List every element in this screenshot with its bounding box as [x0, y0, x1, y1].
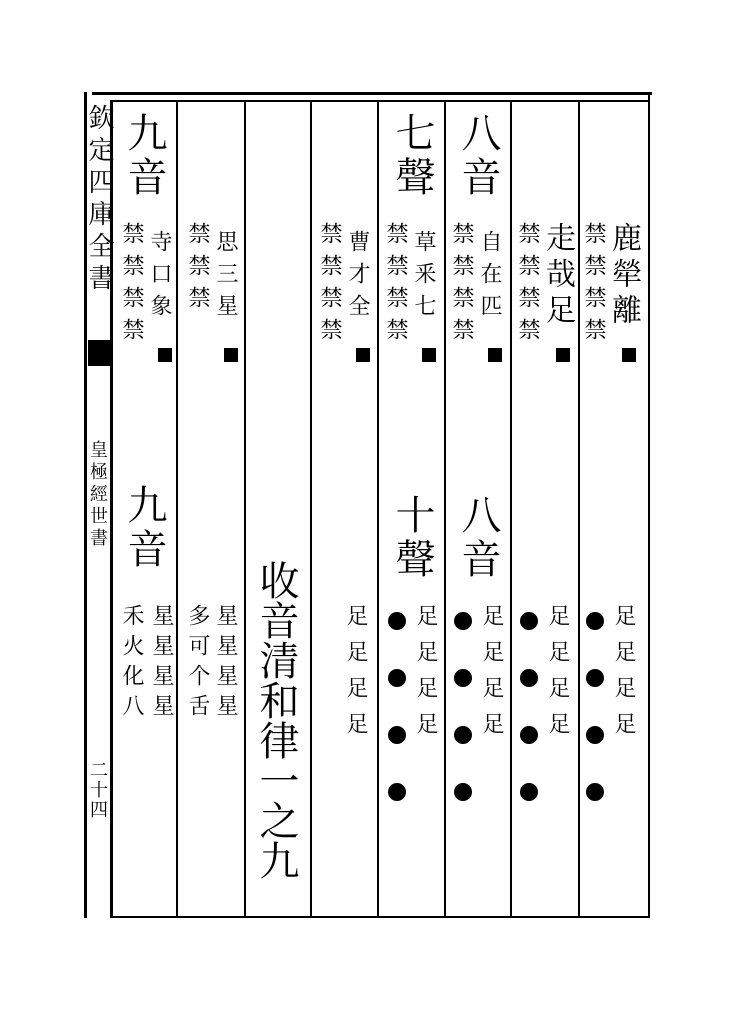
c1-dots [586, 602, 605, 811]
dot-mark [388, 726, 406, 744]
c4-bottom-chars: 足足足足 [413, 604, 438, 748]
dot-mark [520, 726, 538, 744]
frame-bottom-rule [110, 916, 650, 918]
c8-heading2: 九音 [121, 484, 167, 572]
c2-dots [520, 602, 539, 811]
c1-top-text: 鹿犖離 [606, 222, 641, 330]
c1-row2: 禁禁禁禁 [581, 222, 606, 350]
dot-mark [520, 669, 538, 687]
c2-bottom-chars: 足足足足 [545, 604, 570, 748]
frame-top-rule [92, 92, 652, 95]
dot-mark [454, 726, 472, 744]
work-title: 皇極經世書 [87, 440, 108, 550]
c4-top-text: 草釆七 [411, 230, 436, 326]
c3-bottom-chars: 足足足足 [479, 604, 504, 748]
c2-top-text: 走哉足 [540, 222, 575, 330]
c5-bottom-chars: 足足足足 [343, 604, 368, 748]
c8-top-text: 寺口象 [147, 230, 172, 326]
column-divider [510, 100, 512, 918]
c8-row2: 禁禁禁禁 [119, 222, 144, 350]
c1-bottom-chars: 足足足足 [611, 604, 636, 748]
fishtail-mark [88, 340, 110, 366]
c7-bottom-a: 星星星星 [213, 604, 238, 724]
dot-mark [586, 783, 604, 801]
center-title: 收音清和律一之九 [253, 560, 299, 880]
column-divider [377, 100, 379, 918]
dot-mark [586, 612, 604, 630]
dot-mark [388, 783, 406, 801]
c7-bottom-b: 多可个舌 [185, 604, 210, 724]
c3-row2: 禁禁禁禁 [449, 222, 474, 350]
dot-mark [520, 612, 538, 630]
dot-mark [454, 612, 472, 630]
c2-marker [556, 348, 570, 362]
dot-mark [454, 669, 472, 687]
c4-row2: 禁禁禁禁 [383, 222, 408, 350]
c3-top-text: 自在匹 [477, 230, 502, 326]
c4-heading: 七聲 [389, 112, 435, 200]
c3-dots [454, 602, 473, 811]
c8-heading: 九音 [121, 112, 167, 200]
dot-mark [388, 612, 406, 630]
c1-marker [622, 348, 636, 362]
c5-row2: 禁禁禁禁 [317, 222, 342, 350]
c8-bottom-b: 禾火化八 [119, 604, 144, 724]
book-title: 欽定四庫全書 [84, 104, 114, 296]
c3-marker [488, 348, 502, 362]
c5-top-text: 曹才全 [345, 230, 370, 326]
c4-marker [422, 348, 436, 362]
column-divider [444, 100, 446, 918]
c5-marker [356, 348, 370, 362]
dot-mark [454, 783, 472, 801]
c8-bottom-a: 星星星星 [149, 604, 174, 724]
column-divider [176, 100, 178, 918]
c7-marker [224, 348, 238, 362]
dot-mark [520, 783, 538, 801]
column-divider [310, 100, 312, 918]
c4-heading2: 十聲 [389, 494, 435, 582]
column-divider [244, 100, 246, 918]
c3-heading: 八音 [455, 112, 501, 200]
c8-marker [158, 348, 172, 362]
frame-right-rule [648, 92, 650, 918]
c2-row2: 禁禁禁禁 [515, 222, 540, 350]
frame-top-rule-inner [110, 100, 650, 102]
c7-row2: 禁禁禁 [185, 222, 210, 318]
dot-mark [586, 669, 604, 687]
c3-heading2: 八音 [455, 494, 501, 582]
dot-mark [586, 726, 604, 744]
column-divider [578, 100, 580, 918]
c7-top-text: 思三星 [213, 230, 238, 326]
dot-mark [388, 669, 406, 687]
c4-dots [388, 602, 407, 811]
page-number: 二十四 [87, 760, 108, 820]
